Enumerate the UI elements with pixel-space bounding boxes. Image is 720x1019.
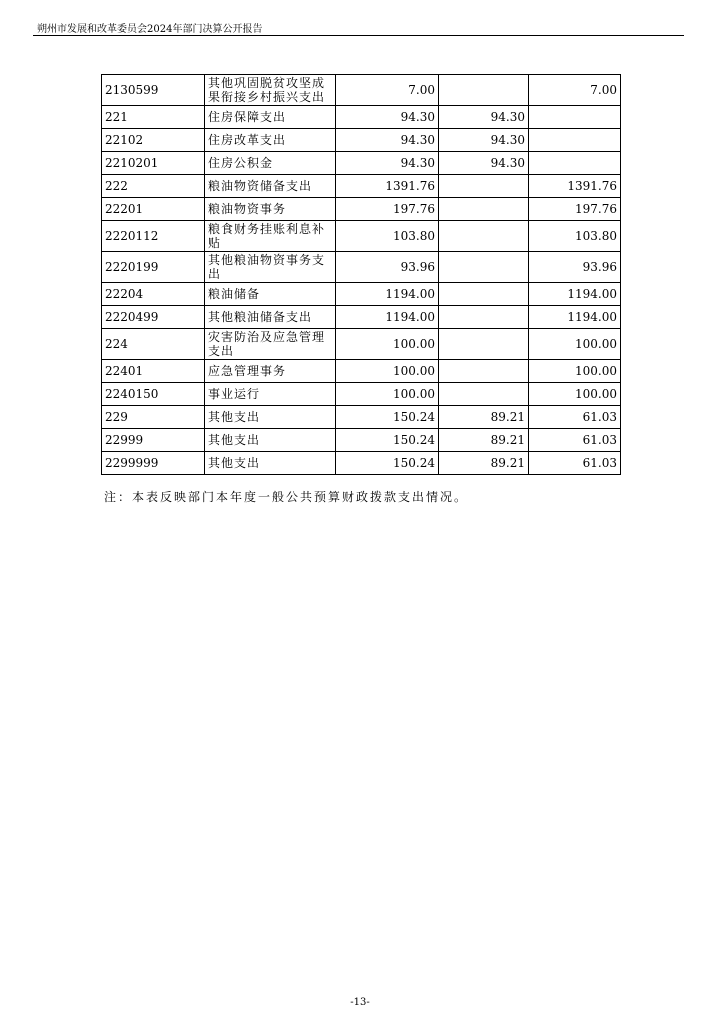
subject-code-cell: 22102 (102, 129, 205, 152)
total-amount-cell: 94.30 (336, 106, 439, 129)
table-row (102, 383, 621, 406)
total-amount-cell: 93.96 (336, 252, 439, 283)
basic-expenditure-cell: 94.30 (439, 129, 529, 152)
project-expenditure-cell (529, 106, 621, 129)
table-row (102, 306, 621, 329)
subject-name-cell: 其他粮油物资事务支出 (205, 252, 336, 283)
project-expenditure-cell: 100.00 (529, 329, 621, 360)
project-expenditure-cell: 61.03 (529, 429, 621, 452)
total-amount-cell: 100.00 (336, 329, 439, 360)
page-number: -13- (350, 997, 370, 1008)
subject-code-cell: 221 (102, 106, 205, 129)
subject-code-cell: 2220199 (102, 252, 205, 283)
total-amount-cell: 7.00 (336, 75, 439, 106)
total-amount-cell: 197.76 (336, 198, 439, 221)
subject-code-cell: 22204 (102, 283, 205, 306)
subject-code-cell: 2130599 (102, 75, 205, 106)
total-amount-cell: 150.24 (336, 429, 439, 452)
basic-expenditure-cell: 89.21 (439, 452, 529, 475)
subject-code-cell: 222 (102, 175, 205, 198)
project-expenditure-cell: 1194.00 (529, 283, 621, 306)
page-header-title: 朔州市发展和改革委员会2024年部门决算公开报告 (37, 24, 263, 35)
basic-expenditure-cell: 94.30 (439, 106, 529, 129)
subject-name-cell: 其他支出 (205, 406, 336, 429)
total-amount-cell: 1194.00 (336, 283, 439, 306)
project-expenditure-cell: 100.00 (529, 383, 621, 406)
table-row (102, 329, 621, 360)
subject-name-cell: 住房公积金 (205, 152, 336, 175)
subject-name-cell: 事业运行 (205, 383, 336, 406)
table-row (102, 360, 621, 383)
table-row (102, 75, 621, 106)
table-row (102, 221, 621, 252)
subject-code-cell: 2210201 (102, 152, 205, 175)
basic-expenditure-cell (439, 383, 529, 406)
subject-name-cell: 其他支出 (205, 452, 336, 475)
subject-name-cell: 粮油物资事务 (205, 198, 336, 221)
table-row (102, 429, 621, 452)
project-expenditure-cell: 1391.76 (529, 175, 621, 198)
subject-name-cell: 灾害防治及应急管理支出 (205, 329, 336, 360)
subject-code-cell: 22201 (102, 198, 205, 221)
total-amount-cell: 150.24 (336, 406, 439, 429)
project-expenditure-cell: 1194.00 (529, 306, 621, 329)
subject-name-cell: 粮油物资储备支出 (205, 175, 336, 198)
subject-code-cell: 2220112 (102, 221, 205, 252)
header-divider (33, 35, 684, 36)
table-row (102, 152, 621, 175)
basic-expenditure-cell (439, 198, 529, 221)
subject-name-cell: 住房保障支出 (205, 106, 336, 129)
subject-name-cell: 其他粮油储备支出 (205, 306, 336, 329)
total-amount-cell: 100.00 (336, 383, 439, 406)
subject-code-cell: 2220499 (102, 306, 205, 329)
project-expenditure-cell: 197.76 (529, 198, 621, 221)
expenditure-table-body (102, 75, 621, 475)
project-expenditure-cell: 93.96 (529, 252, 621, 283)
basic-expenditure-cell (439, 252, 529, 283)
basic-expenditure-cell: 89.21 (439, 429, 529, 452)
total-amount-cell: 100.00 (336, 360, 439, 383)
total-amount-cell: 103.80 (336, 221, 439, 252)
basic-expenditure-cell (439, 175, 529, 198)
project-expenditure-cell: 61.03 (529, 406, 621, 429)
project-expenditure-cell: 103.80 (529, 221, 621, 252)
table-row (102, 175, 621, 198)
subject-code-cell: 2240150 (102, 383, 205, 406)
total-amount-cell: 1391.76 (336, 175, 439, 198)
project-expenditure-cell: 7.00 (529, 75, 621, 106)
subject-code-cell: 22999 (102, 429, 205, 452)
expenditure-table (101, 74, 621, 475)
project-expenditure-cell: 61.03 (529, 452, 621, 475)
table-row (102, 252, 621, 283)
subject-code-cell: 22401 (102, 360, 205, 383)
basic-expenditure-cell (439, 360, 529, 383)
basic-expenditure-cell (439, 75, 529, 106)
subject-name-cell: 其他巩固脱贫攻坚成果衔接乡村振兴支出 (205, 75, 336, 106)
project-expenditure-cell (529, 152, 621, 175)
basic-expenditure-cell: 94.30 (439, 152, 529, 175)
table-row (102, 129, 621, 152)
table-row (102, 106, 621, 129)
subject-name-cell: 其他支出 (205, 429, 336, 452)
total-amount-cell: 94.30 (336, 129, 439, 152)
table-row (102, 198, 621, 221)
basic-expenditure-cell (439, 283, 529, 306)
project-expenditure-cell (529, 129, 621, 152)
subject-name-cell: 住房改革支出 (205, 129, 336, 152)
basic-expenditure-cell (439, 329, 529, 360)
subject-name-cell: 粮食财务挂账利息补贴 (205, 221, 336, 252)
subject-name-cell: 粮油储备 (205, 283, 336, 306)
table-note: 注：本表反映部门本年度一般公共预算财政拨款支出情况。 (104, 490, 469, 504)
table-row (102, 283, 621, 306)
total-amount-cell: 94.30 (336, 152, 439, 175)
subject-code-cell: 229 (102, 406, 205, 429)
basic-expenditure-cell: 89.21 (439, 406, 529, 429)
table-row (102, 452, 621, 475)
subject-code-cell: 2299999 (102, 452, 205, 475)
subject-name-cell: 应急管理事务 (205, 360, 336, 383)
basic-expenditure-cell (439, 306, 529, 329)
basic-expenditure-cell (439, 221, 529, 252)
project-expenditure-cell: 100.00 (529, 360, 621, 383)
total-amount-cell: 150.24 (336, 452, 439, 475)
table-row (102, 406, 621, 429)
total-amount-cell: 1194.00 (336, 306, 439, 329)
subject-code-cell: 224 (102, 329, 205, 360)
